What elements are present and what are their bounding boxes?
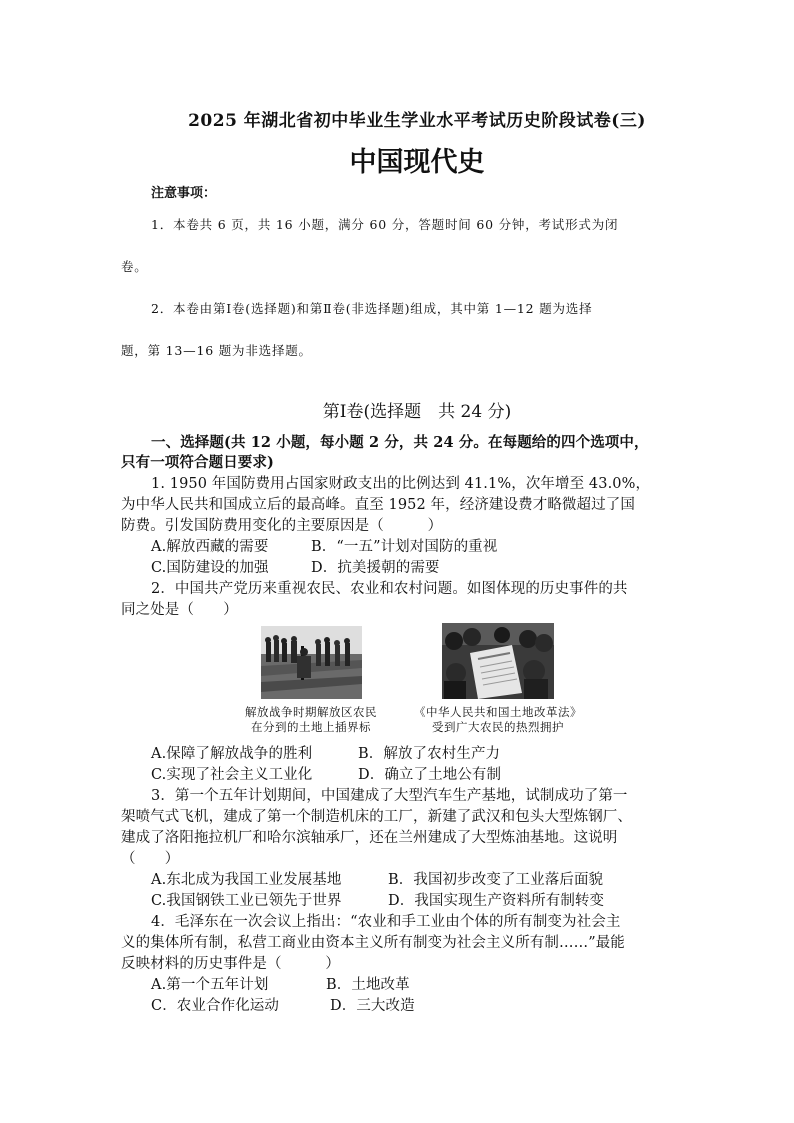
q2-option-a: A.保障了解放战争的胜利	[151, 746, 313, 762]
q1-line-3: 防费。引发国防费用变化的主要原因是（ ）	[121, 518, 443, 534]
q3-line-3: 建成了洛阳拖拉机厂和哈尔滨轴承厂，还在兰州建成了大型炼油基地。这说明	[121, 830, 618, 846]
section-title: 第Ⅰ卷(选择题 共 24 分)	[322, 402, 512, 422]
q2-line-2: 同之处是（ ）	[121, 602, 238, 618]
q4-line-3: 反映材料的历史事件是（ ）	[121, 956, 340, 972]
q4-line-2: 义的集体所有制，私营工商业由资本主义所有制变为社会主义所有制……”最能	[121, 935, 625, 951]
q3-line-1: 3．第一个五年计划期间，中国建成了大型汽车生产基地，试制成功了第一	[151, 788, 628, 804]
q4-option-c: C．农业合作化运动	[151, 998, 279, 1014]
notice-item-2-line-1: 2．本卷由第Ⅰ卷(选择题)和第Ⅱ卷(非选择题)组成，其中第 1—12 题为选择	[151, 301, 593, 316]
q1-option-c: C.国防建设的加强	[151, 560, 269, 576]
land-reform-law-photo	[442, 623, 554, 699]
q3-option-c: C.我国钢铁工业已领先于世界	[151, 893, 342, 909]
notice-item-1-line-1: 1．本卷共 6 页，共 16 小题，满分 60 分，答题时间 60 分钟，考试形式为闭	[151, 217, 619, 232]
q4-option-b: B．土地改革	[326, 977, 410, 993]
q3-line-4: （ ）	[121, 851, 180, 867]
q4-line-1: 4．毛泽东在一次会议上指出：“农业和手工业由个体的所有制变为社会主	[151, 914, 621, 930]
notice-heading: 注意事项：	[151, 186, 217, 201]
q1-option-b: B．“一五”计划对国防的重视	[311, 539, 498, 555]
land-marker-photo	[261, 626, 362, 699]
q2-option-b: B．解放了农村生产力	[358, 746, 501, 762]
q1-option-a: A.解放西藏的需要	[151, 539, 269, 555]
exam-subtitle: 中国现代史	[349, 147, 485, 178]
q1-line-1: 1. 1950 年国防费用占国家财政支出的比例达到 41.1%，次年增至 43.0%，	[151, 476, 651, 492]
q3-line-2: 架喷气式飞机，建成了第一个制造机床的工厂，新建了武汉和包头大型炼钢厂、	[121, 809, 632, 825]
q4-option-a: A.第一个五年计划	[151, 977, 269, 993]
q2-line-1: 2．中国共产党历来重视农民、农业和农村问题。如图体现的历史事件的共	[151, 581, 628, 597]
photo-caption-right-line-2: 受到广大农民的热烈拥护	[432, 720, 564, 734]
exam-title: 2025 年湖北省初中毕业生学业水平考试历史阶段试卷(三)	[188, 111, 646, 131]
q2-option-d: D．确立了土地公有制	[358, 767, 502, 783]
notice-item-1-line-2: 卷。	[121, 259, 148, 274]
q2-option-c: C.实现了社会主义工业化	[151, 767, 313, 783]
photo-caption-left-line-2: 在分到的土地上插界标	[251, 720, 371, 734]
q1-line-2: 为中华人民共和国成立后的最高峰。直至 1952 年，经济建设费才略微超过了国	[121, 497, 635, 513]
q1-option-d: D．抗美援朝的需要	[311, 560, 440, 576]
photo-caption-right-line-1: 《中华人民共和国土地改革法》	[414, 705, 582, 719]
q4-option-d: D．三大改造	[330, 998, 415, 1014]
photo-caption-left-line-1: 解放战争时期解放区农民	[245, 705, 377, 719]
q3-option-b: B．我国初步改变了工业落后面貌	[388, 872, 604, 888]
instructions-line-1: 一、选择题(共 12 小题，每小题 2 分，共 24 分。在每题给的四个选项中，	[151, 434, 649, 451]
notice-item-2-line-2: 题，第 13—16 题为非选择题。	[121, 343, 312, 358]
q3-option-a: A.东北成为我国工业发展基地	[151, 872, 342, 888]
instructions-line-2: 只有一项符合题日要求)	[121, 454, 274, 471]
q3-option-d: D．我国实现生产资料所有制转变	[388, 893, 605, 909]
